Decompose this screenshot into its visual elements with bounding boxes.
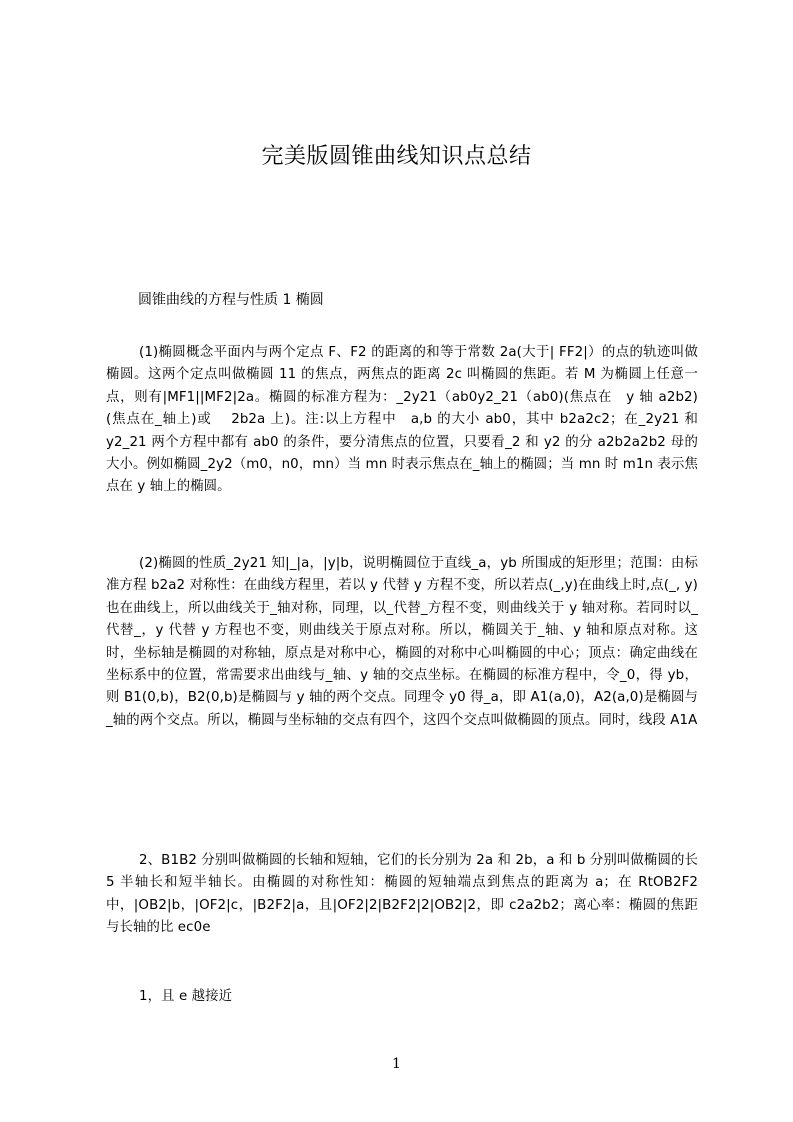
paragraph-continuation: 1，且 e 越接近 [139, 989, 233, 1004]
paragraph-ellipse-properties: (2)椭圆的性质_2y21 知|_|a，|y|b，说明椭圆位于直线_a，yb 所围成的矩形里；范围：由标准方程 b2a2 对称性：在曲线方程里，若以 y 代替 y 方程不变，所以若点(_,y)在曲线上时,点(_, y)也在曲线上，所以曲线关于_轴对称，同理，以_代替_方程不变，则曲线关于 y 轴对称。若同时以_代替_，y 代替 y 方程也不变，则曲线关于原点对称。所以，椭圆关于_轴、y 轴和原点对称。这时，坐标轴是椭圆的对称轴，原点是对称中心，椭圆的对称中心叫椭圆的中心；顶点：确定曲线在坐标系中的位置，常需要求出曲线与_轴、y 轴的交点坐标。在椭圆的标准方程中，令_0，得 yb，则 B1(0,b)，B2(0,b)是椭圆与 y 轴的两个交点。同理令 y0 得_a，即 A1(a,0)，A2(a,0)是椭圆与_轴的两个交点。所以，椭圆与坐标轴的交点有四个，这四个交点叫做椭圆的顶点。同时，线段 A1A [106, 556, 698, 728]
document-title: 完美版圆锥曲线知识点总结 [261, 144, 532, 169]
page-number: 1 [392, 1056, 401, 1072]
paragraph-axes-eccentricity: 2、B1B2 分别叫做椭圆的长轴和短轴，它们的长分别为 2a 和 2b，a 和 b 分别叫做椭圆的长 5 半轴长和短半轴长。由椭圆的对称性知：椭圆的短轴端点到焦点的距离为 a；在 RtOB2F2 中，|OB2|b，|OF2|c，|B2F2|a，且|OF2|2|B2F2|2|OB2|2，即 c2a2b2；离心率：椭圆的焦距与长轴的比 ec0e [106, 853, 698, 936]
paragraph-ellipse-definition: (1)椭圆概念平面内与两个定点 F、F2 的距离的和等于常数 2a(大于| FF2|）的点的轨迹叫做椭圆。这两个定点叫做椭圆 11 的焦点，两焦点的距离 2c 叫椭圆的焦距。若 M 为椭圆上任意一点，则有|MF1||MF2|2a。椭圆的标准方程为：_2y21（ab0y2_21（ab0)(焦点在 y 轴 a2b2)(焦点在_轴上)或 2b2a 上)。注:以上方程中 a,b 的大小 ab0，其中 b2a2c2；在_2y21 和 y2_21 两个方程中都有 ab0 的条件，要分清焦点的位置，只要看_2 和 y2 的分 a2b2a2b2 母的大小。例如椭圆_2y2（m0，n0，mn）当 mn 时表示焦点在_轴上的椭圆；当 mn 时 m1n 表示焦点在 y 轴上的椭圆。 [106, 345, 698, 495]
section-heading: 圆锥曲线的方程与性质 1 椭圆 [138, 292, 324, 308]
